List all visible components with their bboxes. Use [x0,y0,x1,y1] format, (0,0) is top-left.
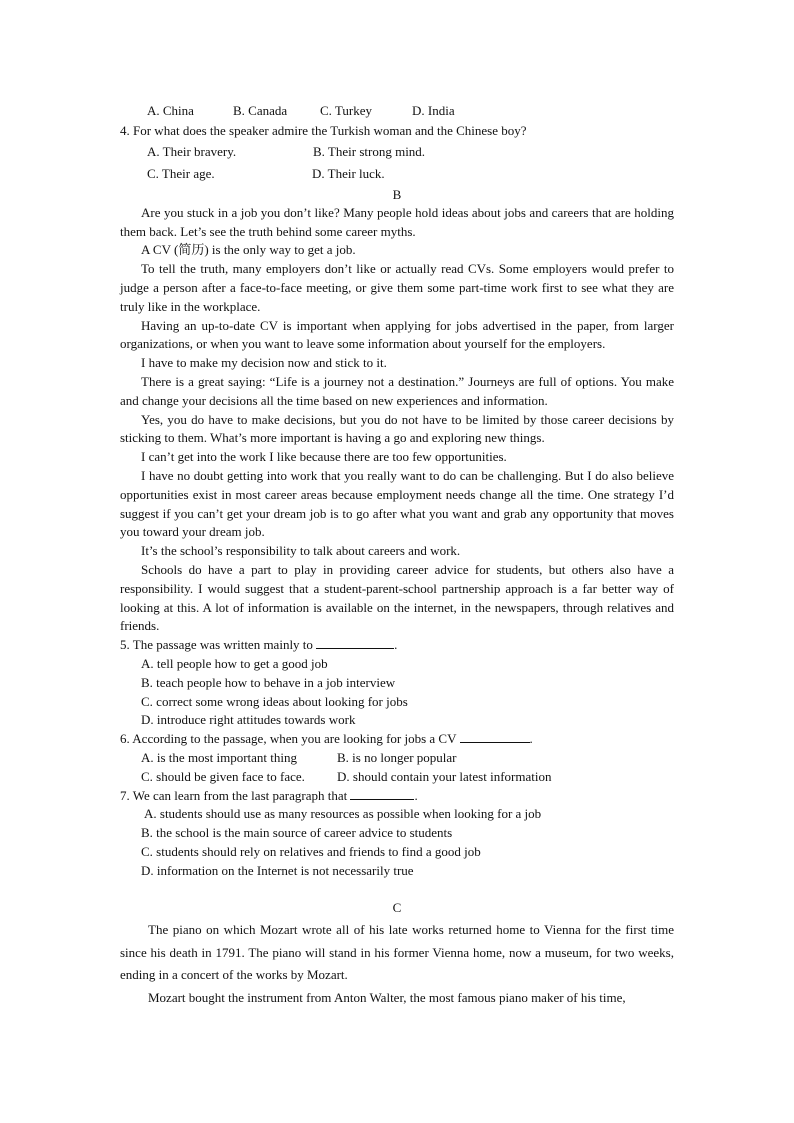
option-b: B. Their strong mind. [313,143,426,159]
answer-blank [350,787,414,800]
stem-text: 5. The passage was written mainly to [120,637,313,653]
option-c: C. correct some wrong ideas about looking for jobs [141,693,408,709]
paragraph: Yes, you do have to make decisions, but you do not have to be limited by those career decisions by sticking to them. What’s more important is having a go and exploring new things. [120,411,674,446]
section-b-passage [120,204,674,636]
myth-heading: It’s the school’s responsibility to talk about careers and work. [141,543,461,559]
question-5-stem [120,636,674,655]
option-a: A. is the most important thing [141,749,297,765]
stem-end: . [414,787,418,803]
answer-blank [316,636,394,649]
paragraph: Mozart bought the instrument from Anton Walter, the most famous piano maker of his time, [148,989,626,1005]
option-a: A. tell people how to get a good job [141,655,328,671]
stem-end: . [529,731,533,747]
option-c: C. Their age. [147,165,215,181]
option-a: A. China [147,103,194,118]
section-c-passage [120,919,674,1009]
option-b: B. is no longer popular [337,749,457,765]
myth-heading: I can’t get into the work I like because there are too few opportunities. [141,449,507,465]
option-a: A. students should use as many resources as possible when looking for a job [144,806,542,822]
paragraph: There is a great saying: “Life is a journey not a destination.” Journeys are full of options. You make and change your decisions all the time based on new experiences and information. [120,373,674,408]
question-4-options-row-1 [120,141,674,163]
stem-text: 6. According to the passage, when you are looking for jobs a CV [120,731,457,747]
question-4-options-row-2 [120,163,674,185]
paragraph: Schools do have a part to play in providing career advice for students, but others also have a responsibility. I would suggest that a student-parent-school partnership approach is a far better way of looking at this. A lot of information is available on the internet, in the newspapers, through relatives and friends. [120,561,674,634]
paragraph: Having an up-to-date CV is important when applying for jobs advertised in the paper, from larger organizations, or when you want to leave some information about yourself for the employers. [120,317,674,352]
myth-heading: I have to make my decision now and stick to it. [141,355,387,371]
option-d: D. should contain your latest information [337,768,552,784]
option-b: B. teach people how to behave in a job interview [141,674,396,690]
paragraph: Are you stuck in a job you don’t like? Many people hold ideas about jobs and careers that are holding them back. Let’s see the truth behind some career myths. [120,204,674,239]
question-4-stem: 4. For what does the speaker admire the Turkish woman and the Chinese boy? [120,123,527,138]
option-b: B. the school is the main source of career advice to students [141,825,453,841]
option-b: B. Canada [233,103,288,118]
question-7-stem [120,787,674,806]
paragraph: To tell the truth, many employers don’t like or actually read CVs. Some employers would prefer to judge a person after a face-to-face meeting, or give them some part-time work first to see what they are truly like in the workplace. [120,261,674,314]
option-a: A. Their bravery. [147,143,237,159]
option-d: D. information on the Internet is not necessarily true [141,862,414,878]
question-6-options-row-1 [120,749,674,768]
myth-heading: A CV (简历) is the only way to get a job. [141,242,356,258]
answer-blank [460,730,530,743]
question-6-stem [120,730,674,749]
stem-text: 7. We can learn from the last paragraph that [120,787,348,803]
option-c: C. Turkey [320,103,373,118]
option-d: D. India [412,103,455,118]
paragraph: The piano on which Mozart wrote all of his late works returned home to Vienna for the first time since his death in 1791. The piano will stand in his former Vienna home, now a museum, for two weeks, ending in a concert of the works by Mozart. [120,922,674,983]
stem-end: . [394,637,398,653]
option-c: C. students should rely on relatives and friends to find a good job [141,843,481,859]
option-d: D. Their luck. [312,165,385,181]
question-3-options [120,100,674,122]
question-6-options-row-2 [120,768,674,787]
section-c-heading: C [392,900,402,916]
option-d: D. introduce right attitudes towards work [141,712,356,728]
paragraph: I have no doubt getting into work that you really want to do can be challenging. But I do also believe opportunities exist in most career areas because employment needs change all the time. One strategy I’d suggest if you can’t get your dream job is to go after what you want and grab any opportunity that moves you toward your dream job. [120,467,674,540]
page-content [120,100,674,1009]
section-b-heading: B [392,186,402,202]
option-c: C. should be given face to face. [141,768,305,784]
